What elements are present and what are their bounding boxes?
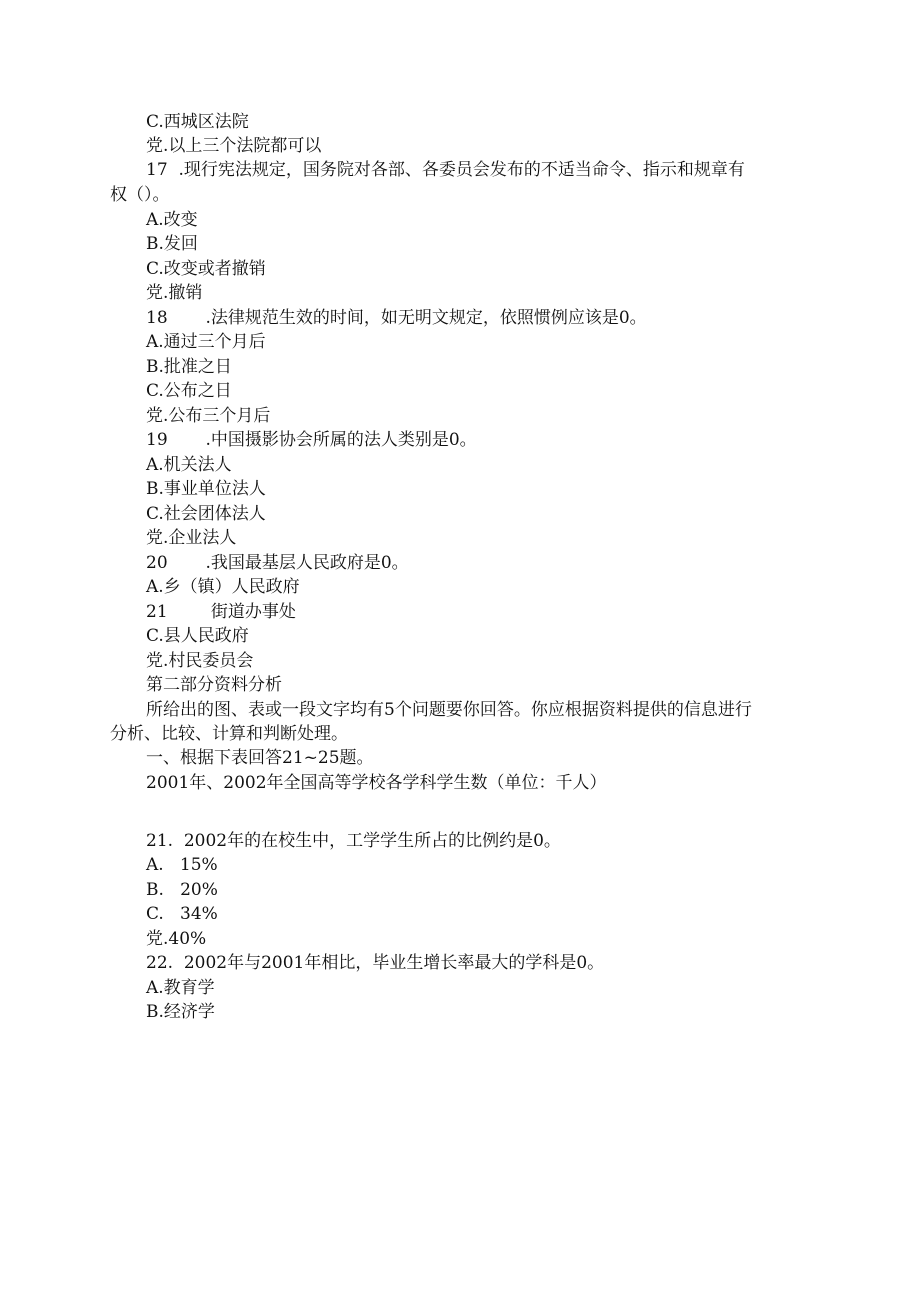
question-22: 22. 2002年与2001年相比，毕业生增长率最大的学科是0。: [146, 953, 605, 973]
option-a-q17: A.改变: [146, 210, 198, 230]
option-c-q19: C.社会团体法人: [146, 504, 266, 524]
option-b-q18: B.批准之日: [146, 357, 232, 377]
option-d-q20: 党.村民委员会: [146, 651, 254, 671]
question-17-continued: 权（）。: [110, 185, 170, 205]
option-c-q20: C.县人民政府: [146, 626, 249, 646]
section-intro-continued: 分析、比较、计算和判断处理。: [110, 724, 348, 744]
question-21: 21. 2002年的在校生中，工学学生所占的比例约是0。: [146, 831, 561, 851]
subsection-instruction: 一、根据下表回答21~25题。: [146, 748, 374, 768]
question-18: 18 .法律规范生效的时间，如无明文规定，依照惯例应该是0。: [146, 308, 647, 328]
section-heading: 第二部分资料分析: [146, 675, 282, 695]
option-b-q22: B.经济学: [146, 1002, 215, 1022]
option-d-q18: 党.公布三个月后: [146, 406, 271, 426]
question-17: 17 .现行宪法规定，国务院对各部、各委员会发布的不适当命令、指示和规章有: [146, 160, 745, 180]
option-c-q18: C.公布之日: [146, 381, 232, 401]
option-a-q21: A. 15%: [146, 855, 218, 875]
option-d-q16: 党.以上三个法院都可以: [146, 136, 322, 156]
option-d-q17: 党.撤销: [146, 283, 203, 303]
option-a-q20: A.乡（镇）人民政府: [146, 577, 300, 597]
option-a-q18: A.通过三个月后: [146, 332, 266, 352]
option-a-q19: A.机关法人: [146, 455, 232, 475]
option-b-q19: B.事业单位法人: [146, 479, 266, 499]
option-b-q21: B. 20%: [146, 880, 218, 900]
table-caption: 2001年、2002年全国高等学校各学科学生数（单位：千人）: [146, 773, 607, 793]
option-d-q19: 党.企业法人: [146, 528, 237, 548]
option-c-q17: C.改变或者撤销: [146, 259, 266, 279]
option-c-q21: C. 34%: [146, 904, 218, 924]
option-b-q17: B.发回: [146, 234, 198, 254]
option-a-q22: A.教育学: [146, 978, 215, 998]
section-intro: 所给出的图、表或一段文字均有5个问题要你回答。你应根据资料提供的信息进行: [146, 700, 752, 720]
option-b-q20: 21 街道办事处: [146, 602, 296, 622]
option-d-q21: 党.40%: [146, 929, 207, 949]
option-c-q16: C.西城区法院: [146, 112, 249, 132]
question-20: 20 .我国最基层人民政府是0。: [146, 553, 409, 573]
question-19: 19 .中国摄影协会所属的法人类别是0。: [146, 430, 477, 450]
